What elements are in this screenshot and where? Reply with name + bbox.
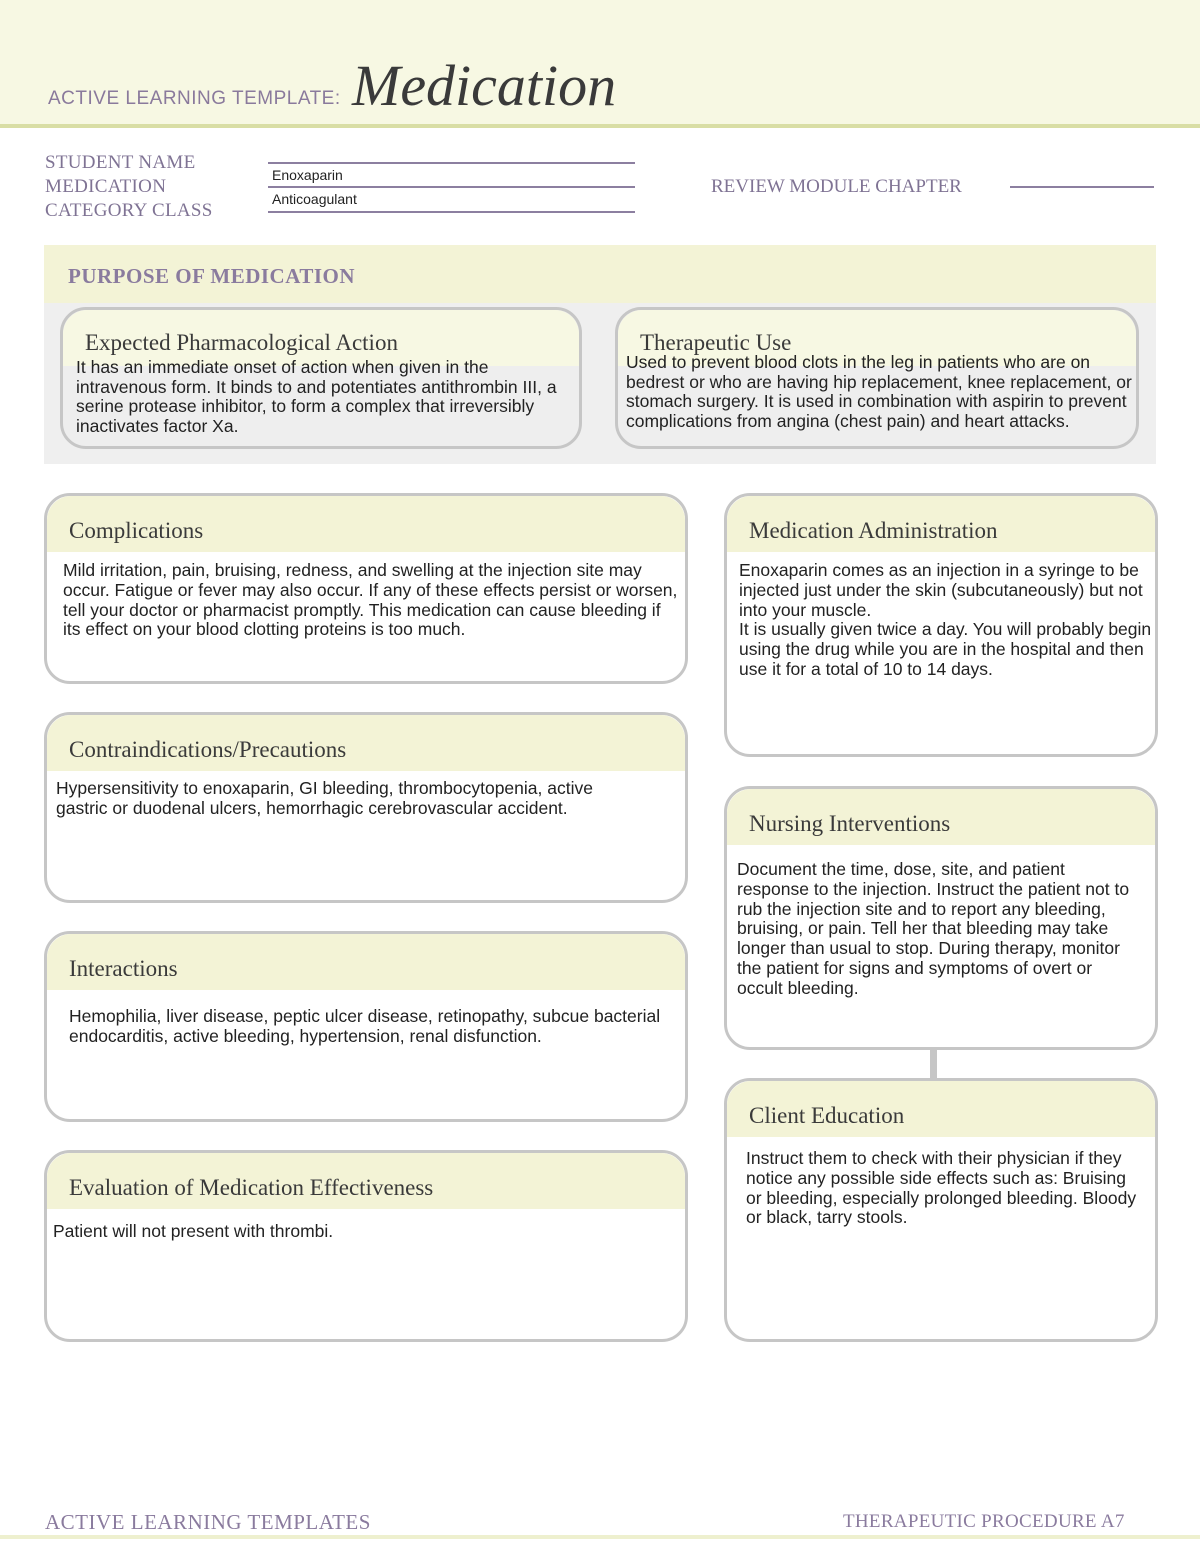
category-class-value[interactable]: Anticoagulant [272,191,357,207]
expected-action-box [60,307,582,449]
complications-text[interactable]: Mild irritation, pain, bruising, redness, and swelling at the injection site may occur. Fatigue or fever may also occur. If any of these effects persist or worsen, tell your doctor or pharmacist promptly. This medication can cause bleeding if its effect on your blood clotting proteins is too much. [63,560,678,640]
administration-text[interactable] [739,561,1153,680]
footer-divider [0,1535,1200,1539]
nursing-interventions-text[interactable]: Document the time, dose, site, and patient response to the injection. Instruct the patient not to rub the injection site and to report any bleeding, bruising, or pain. Tell her that bleeding may take longer than usual to stop. During therapy, monitor the patient for signs and symptoms of overt or occult bleeding. [737,859,1130,998]
student-name-label: STUDENT NAME [45,152,196,173]
medication-value[interactable]: Enoxaparin [272,167,343,183]
category-class-label: CATEGORY CLASS [45,200,213,221]
footer-right-label: THERAPEUTIC PROCEDURE A7 [843,1511,1125,1532]
expected-action-title: Expected Pharmacological Action [85,330,398,355]
interactions-box [44,931,688,1122]
medication-field [268,186,635,188]
purpose-title: PURPOSE OF MEDICATION [68,264,356,288]
box-connector [930,1048,937,1080]
therapeutic-use-title: Therapeutic Use [640,330,792,355]
administration-title: Medication Administration [749,518,998,543]
complications-title: Complications [69,518,204,543]
evaluation-title: Evaluation of Medication Effectiveness [69,1175,434,1200]
template-label: ACTIVE LEARNING TEMPLATE: [48,88,341,109]
footer-left-label: ACTIVE LEARNING TEMPLATES [45,1510,371,1534]
interactions-title: Interactions [69,956,178,981]
student-name-field[interactable] [268,162,635,164]
evaluation-box [44,1150,688,1342]
client-education-text[interactable]: Instruct them to check with their physician if they notice any possible side effects such as: Bruising or bleeding, especially prolonged bleeding. Bloody or black, tarry stools. [746,1148,1137,1228]
nursing-interventions-title: Nursing Interventions [749,811,951,836]
administration-box [724,493,1158,757]
complications-box [44,493,688,684]
administration-text-part-1: Enoxaparin comes as an injection in a syringe to be injected just under the skin (subcutaneously) but not into your muscle. [739,560,1143,620]
medication-label: MEDICATION [45,176,167,197]
client-education-title: Client Education [749,1103,905,1128]
page-title: Medication [352,53,617,118]
therapeutic-use-text[interactable]: Used to prevent blood clots in the leg in patients who are on bedrest or who are having hip replacement, knee replacement, or stomach surgery. It is used in combination with aspirin to prevent complications from angina (chest pain) and heart attacks. [626,352,1132,431]
contraindications-box [44,712,688,903]
nursing-interventions-box [724,786,1158,1050]
interactions-text[interactable]: Hemophilia, liver disease, peptic ulcer disease, retinopathy, subcue bacterial endocarditis, active bleeding, hypertension, renal disfunction. [69,1006,661,1046]
review-module-field[interactable] [1010,186,1154,188]
header-divider [0,124,1200,128]
contraindications-text[interactable]: Hypersensitivity to enoxaparin, GI bleeding, thrombocytopenia, active gastric or duodenal ulcers, hemorrhagic cerebrovascular accident. [56,778,593,818]
review-module-label: REVIEW MODULE CHAPTER [711,176,962,197]
evaluation-text[interactable]: Patient will not present with thrombi. [53,1221,334,1241]
client-education-box [724,1078,1158,1342]
expected-action-text[interactable]: It has an immediate onset of action when given in the intravenous form. It binds to and potentiates antithrombin III, a serine protease inhibitor, to form a complex that irreversibly inactivates factor Xa. [76,357,557,436]
contraindications-title: Contraindications/Precautions [69,737,347,762]
administration-text-part-2: It is usually given twice a day. You will probably begin using the drug while you are in the hospital and then use it for a total of 10 to 14 days. [739,619,1152,679]
category-class-field [268,211,635,213]
therapeutic-use-box [615,307,1139,449]
